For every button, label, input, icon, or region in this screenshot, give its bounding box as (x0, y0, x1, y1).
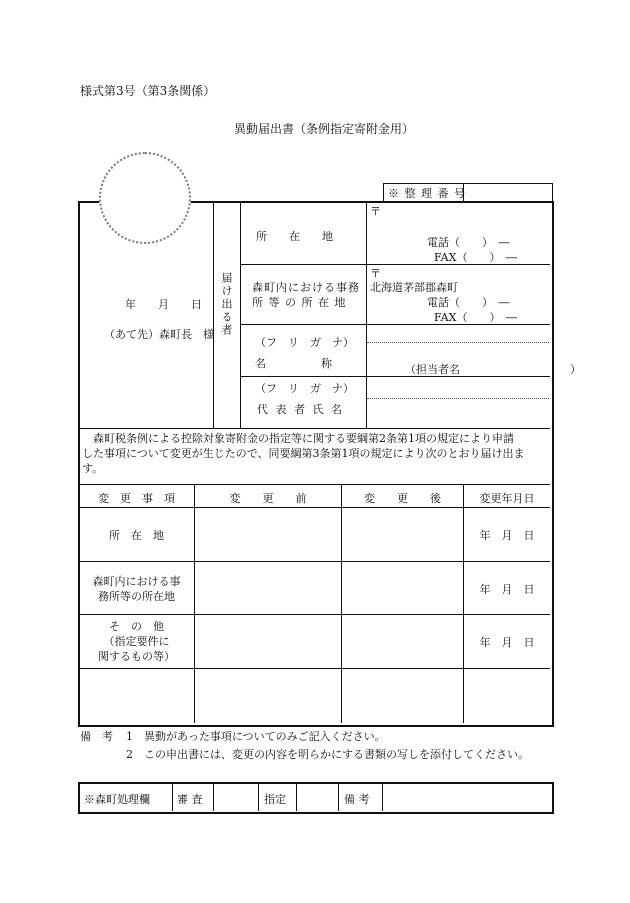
office-address[interactable]: 北海道茅部郡森町 (370, 281, 458, 294)
addressee: （あて先）森町長 様 (104, 328, 214, 341)
row-date-location[interactable]: 年 月 日 (479, 529, 535, 542)
row-date-office[interactable]: 年 月 日 (479, 583, 535, 596)
statement-line: 森町税条例による控除対象寄附金の指定等に関する要綱第2条第1項の規定により申請 (82, 432, 514, 445)
office-phone[interactable]: 電話（ ） ― (427, 296, 510, 309)
before-cell[interactable] (196, 670, 340, 721)
date-line[interactable]: 年 月 日 (125, 298, 202, 311)
before-cell[interactable] (196, 616, 340, 667)
extra-item-cell[interactable] (81, 670, 193, 721)
statement-line: す。 (82, 462, 104, 475)
office-postal-mark: 〒 (370, 267, 381, 280)
extra-date-cell[interactable] (465, 670, 549, 721)
remarks-field[interactable] (384, 785, 548, 809)
statement (82, 431, 548, 476)
office-label-1: 森町内における事務 (252, 281, 360, 294)
location-fax[interactable]: FAX（ ） ― (434, 251, 517, 264)
after-cell[interactable] (343, 509, 462, 560)
header-before: 変 更 前 (229, 492, 307, 505)
note-1: 1 異動があった事項についてのみご記入ください。 (126, 730, 386, 743)
management-number-label: ※ 整 理 番 号 (388, 187, 466, 200)
after-cell[interactable] (343, 563, 462, 613)
after-cell[interactable] (343, 616, 462, 667)
town-processing-label: ※森町処理欄 (84, 793, 150, 806)
row-date-other[interactable]: 年 月 日 (479, 636, 535, 649)
note-2: 2 この申出書には、変更の内容を明らかにする書類の写しを添付してください。 (126, 748, 529, 761)
management-number-field[interactable] (465, 184, 549, 200)
after-cell[interactable] (343, 670, 462, 721)
statement-line: した事項について変更が生じたので、同要綱第3条第1項の規定により次のとおり届け出ま (82, 447, 525, 460)
before-cell[interactable] (196, 509, 340, 560)
row-item-office: 森町内における事 務所等の所在地 (92, 575, 181, 603)
location-postal-mark: 〒 (370, 205, 381, 218)
seal-circle (99, 152, 191, 244)
submitter-label: 届け出る者 (220, 272, 233, 337)
header-after: 変 更 後 (364, 492, 441, 505)
header-change-date: 変更年月日 (479, 492, 535, 505)
office-fax[interactable]: FAX（ ） ― (434, 311, 517, 324)
review-field[interactable] (215, 785, 257, 809)
representative-input[interactable] (370, 401, 546, 423)
location-input[interactable] (380, 214, 540, 232)
before-cell[interactable] (196, 563, 340, 613)
remarks-label: 備 考 (344, 793, 370, 806)
furigana-input-1[interactable] (370, 327, 546, 341)
row-item-location: 所 在 地 (109, 529, 164, 542)
furigana-label-2: （フ リ ガ ナ） (255, 382, 354, 395)
designation-field[interactable] (298, 785, 337, 809)
furigana-input-2[interactable] (370, 379, 546, 397)
contact-person[interactable]: （担当者名 ） (405, 363, 581, 376)
row-item-other: そ の 他 （指定要件に 関するもの等） (98, 620, 175, 663)
form-title: 異動届出書（条例指定寄附金用） (234, 122, 415, 136)
review-label: 審 査 (177, 793, 203, 806)
location-phone[interactable]: 電話（ ） ― (427, 236, 510, 249)
name-label: 名 称 (255, 357, 332, 370)
header-change-item: 変 更 事 項 (98, 492, 175, 505)
notes-label: 備 考 (80, 730, 113, 743)
designation-label: 指定 (264, 793, 286, 806)
furigana-label-1: （フ リ ガ ナ） (255, 336, 354, 349)
location-label: 所 在 地 (256, 230, 333, 243)
office-label-2: 所 等 の 所 在 地 (252, 296, 347, 309)
form-number: 様式第3号（第3条関係） (80, 84, 216, 98)
representative-label: 代 表 者 氏 名 (257, 403, 344, 416)
